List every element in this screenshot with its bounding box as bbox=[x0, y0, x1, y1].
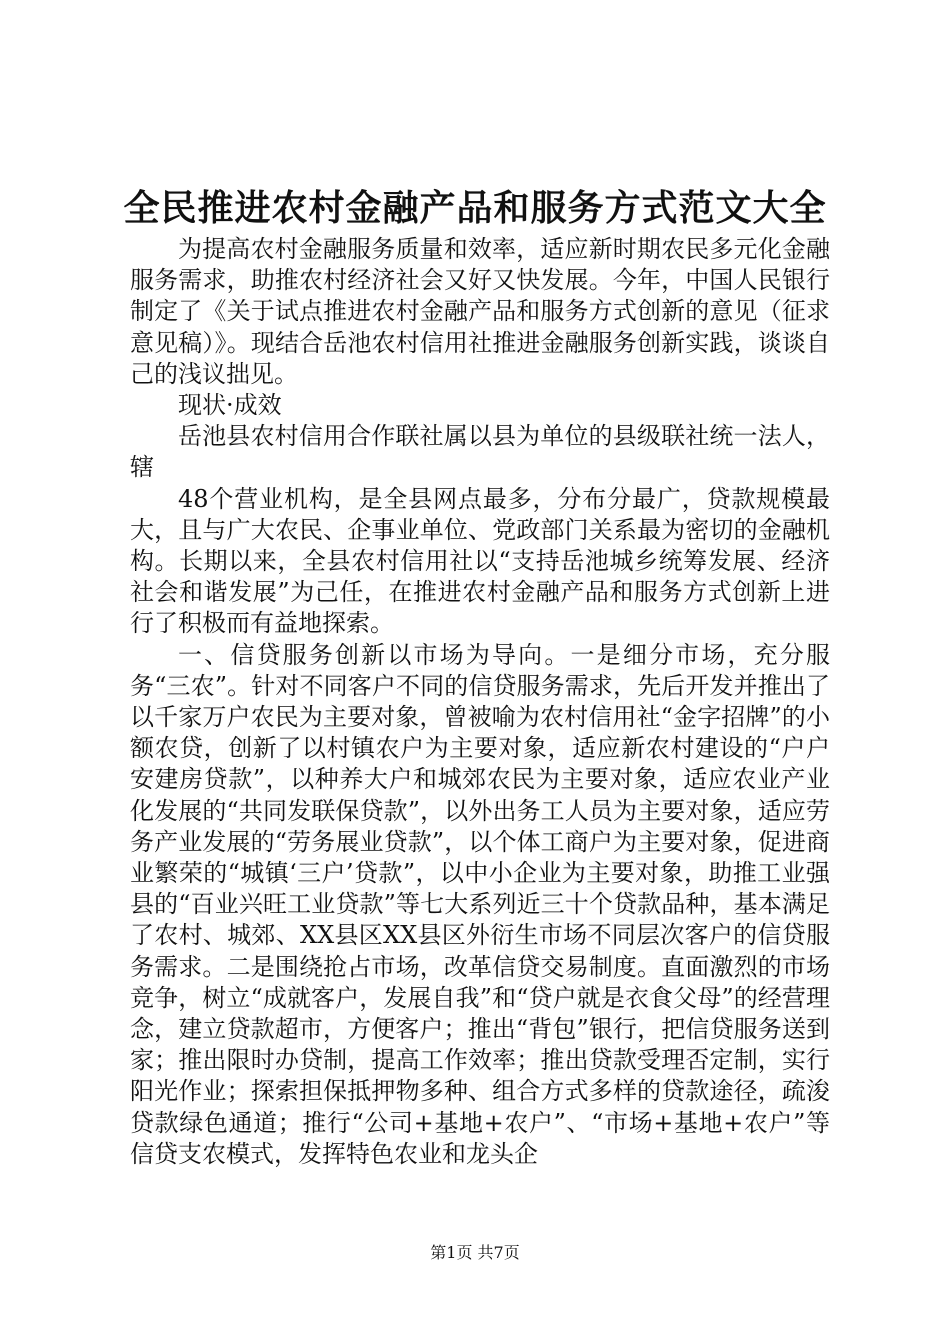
page-footer: 第1页 共7页 bbox=[430, 1243, 520, 1262]
paragraph-section-heading: 现状·成效 bbox=[178, 391, 282, 420]
paragraph-intro: 为提高农村金融服务质量和效率，适应新时期农民多元化金融服务需求，助推农村经济社会又好又快发展。今年，中国人民银行制定了《关于试点推进农村金融产品和服务方式创新的意见（征求意见稿）》。现结合岳池农村信用社推进金融服务创新实践，谈谈自己的浅议拙见。 bbox=[130, 235, 830, 388]
document-title: 全民推进农村金融产品和服务方式范文大全 bbox=[123, 187, 827, 229]
paragraph-status: 岳池县农村信用合作联社属以县为单位的县级联社统一法人，辖 bbox=[130, 422, 830, 482]
paragraph-credit-innovation: 一、信贷服务创新以市场为导向。一是细分市场，充分服务“三农”。针对不同客户不同的信贷服务需求，先后开发并推出了以千家万户农民为主要对象，曾被喻为农村信用社“金字招牌”的小额农贷，创新了以村镇农户为主要对象，适应新农村建设的“户户安建房贷款”，以种养大户和城郊农民为主要对象，适应农业产业化发展的“共同发联保贷款”，以外出务工人员为主要对象，适应劳务产业发展的“劳务展业贷款”，以个体工商户为主要对象，促进商业繁荣的“城镇‘三户’贷款”，以中小企业为主要对象，助推工业强县的“百业兴旺工业贷款”等七大系列近三十个贷款品种，基本满足了农村、城郊、XX县区XX县区外衍生市场不同层次客户的信贷服务需求。二是围绕抢占市场，改革信贷交易制度。直面激烈的市场竞争，树立“成就客户，发展自我”和“贷户就是衣食父母”的经营理念，建立贷款超市，方便客户；推出“背包”银行，把信贷服务送到家；推出限时办贷制，提高工作效率；推出贷款受理否定制，实行阳光作业；探索担保抵押物多种、组合方式多样的贷款途径，疏浚贷款绿色通道；推行“公司+基地+农户”、“市场+基地+农户”等信贷支农模式，发挥特色农业和龙头企 bbox=[130, 640, 830, 1168]
document-body bbox=[130, 234, 830, 1170]
paragraph-branches: 48个营业机构，是全县网点最多，分布分最广，贷款规模最大，且与广大农民、企事业单位、党政部门关系最为密切的金融机构。长期以来，全县农村信用社以“支持岳池城乡统筹发展、经济社会和谐发展”为己任，在推进农村金融产品和服务方式创新上进行了积极而有益地探索。 bbox=[130, 484, 830, 638]
